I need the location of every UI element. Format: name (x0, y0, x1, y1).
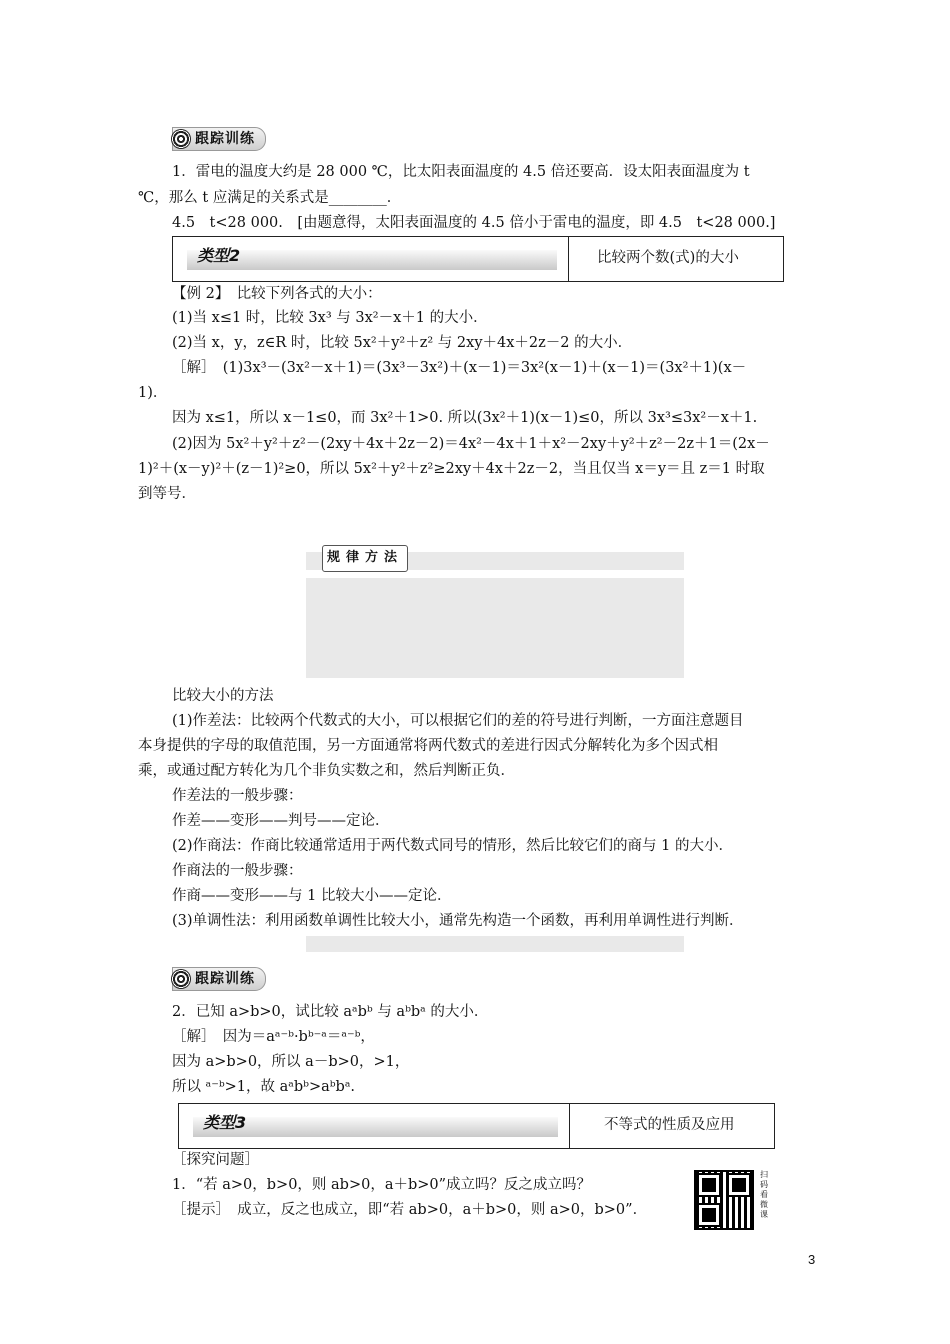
q2-answer3: 所以 ᵃ⁻ᵇ>1，故 aᵃbᵇ>aᵇbᵃ. (172, 1079, 356, 1095)
tracking-badge-1 (172, 127, 266, 151)
target-icon (171, 129, 191, 149)
method-badge: 规律方法 (322, 545, 408, 572)
method-line6: (2)作商法：作商比较通常适用于两代数式同号的情形，然后比较它们的商与 1 的大小． (172, 838, 733, 854)
type2-bar (187, 250, 557, 270)
example2-p2: (2)当 x，y，z∈R 时，比较 5x²＋y²＋z² 与 2xy＋4x＋2z－2 的大小． (172, 335, 633, 351)
q1-answer: 4.5 t<28 000. [由题意得，太阳表面温度的 4.5 倍小于雷电的温度，即 4.5 t<28 000.] (172, 215, 776, 231)
type2-title: 比较两个数(式)的大小 (597, 250, 739, 266)
method-line1: (1)作差法：比较两个代数式的大小，可以根据它们的差的符号进行判断，一方面注意题目 (172, 713, 744, 729)
method-line5: 作差——变形——判号——定论． (172, 813, 390, 829)
q1-line2: ℃，那么 t 应满足的关系式是________． (138, 190, 402, 206)
method-line2: 本身提供的字母的取值范围，另一方面通常将两代数式的差进行因式分解转化为多个因式相 (138, 738, 718, 754)
example2-p1: (1)当 x≤1 时，比较 3x³ 与 3x²－x＋1 的大小． (172, 310, 488, 326)
type3-bar (193, 1117, 558, 1137)
tracking-badge-2 (172, 967, 266, 991)
tracking-badge-label: 跟踪训练 (195, 130, 255, 147)
q2-answer1: ［解］ 因为＝aᵃ⁻ᵇ·bᵇ⁻ᵃ＝ᵃ⁻ᵇ， (172, 1029, 375, 1045)
method-line7: 作商法的一般步骤： (172, 863, 303, 879)
explore-hint: ［提示］ 成立，反之也成立，即“若 ab>0，a＋b>0，则 a>0，b>0”． (172, 1202, 648, 1218)
method-footer-bar (306, 936, 684, 952)
type2-box (172, 236, 784, 282)
type3-left (179, 1104, 570, 1148)
qr-code-icon[interactable] (694, 1170, 754, 1230)
q1-line1: 1．雷电的温度大约是 28 000 ℃，比太阳表面温度的 4.5 倍还要高．设太阳表面温度为 t (172, 164, 750, 180)
tracking-badge-label: 跟踪训练 (195, 970, 255, 987)
solution-line6: 到等号． (138, 486, 196, 502)
solution-line1: ［解］ (1)3x³－(3x²－x＋1)＝(3x³－3x²)＋(x－1)＝3x²(x－1)＋(x－1)＝(3x²＋1)(x－ (172, 360, 747, 376)
type3-label: 类型3 (203, 1113, 247, 1132)
target-icon (171, 969, 191, 989)
method-image-placeholder (306, 578, 684, 678)
solution-line2: 1)． (138, 385, 168, 401)
method-line4: 作差法的一般步骤： (172, 788, 303, 804)
method-line3: 乘，或通过配方转化为几个非负实数之和，然后判断正负． (138, 763, 515, 779)
q2-line: 2．已知 a>b>0，试比较 aᵃbᵇ 与 aᵇbᵃ 的大小． (172, 1004, 489, 1020)
solution-line4: (2)因为 5x²＋y²＋z²－(2xy＋4x＋2z－2)＝4x²－4x＋1＋x²－2xy＋y²＋z²－2z＋1＝(2x－ (172, 436, 770, 452)
type2-left (173, 237, 569, 281)
solution-line3: 因为 x≤1，所以 x－1≤0，而 3x²＋1>0. 所以(3x²＋1)(x－1)≤0，所以 3x³≤3x²－x＋1. (172, 410, 758, 426)
method-line8: 作商——变形——与 1 比较大小——定论． (172, 888, 452, 904)
type3-box (178, 1103, 775, 1149)
explore-head: ［探究问题］ (172, 1152, 259, 1168)
solution-line5: 1)²＋(x－y)²＋(z－1)²≥0，所以 5x²＋y²＋z²≥2xy＋4x＋2z－2，当且仅当 x＝y＝且 z＝1 时取 (138, 461, 765, 477)
explore-q1: 1．“若 a>0，b>0，则 ab>0，a＋b>0”成立吗？反之成立吗？ (172, 1177, 592, 1193)
method-line9: (3)单调性法：利用函数单调性比较大小，通常先构造一个函数，再利用单调性进行判断． (172, 913, 744, 929)
q2-answer2: 因为 a>b>0，所以 a－b>0，>1， (172, 1054, 410, 1070)
method-heading: 比较大小的方法 (172, 688, 274, 704)
type2-label: 类型2 (197, 246, 241, 265)
page-number: 3 (808, 1252, 816, 1267)
type3-title: 不等式的性质及应用 (604, 1117, 735, 1133)
example2-title: 【例 2】 比较下列各式的大小： (172, 286, 382, 302)
qr-side-label: 扫码看微课 (760, 1170, 768, 1219)
